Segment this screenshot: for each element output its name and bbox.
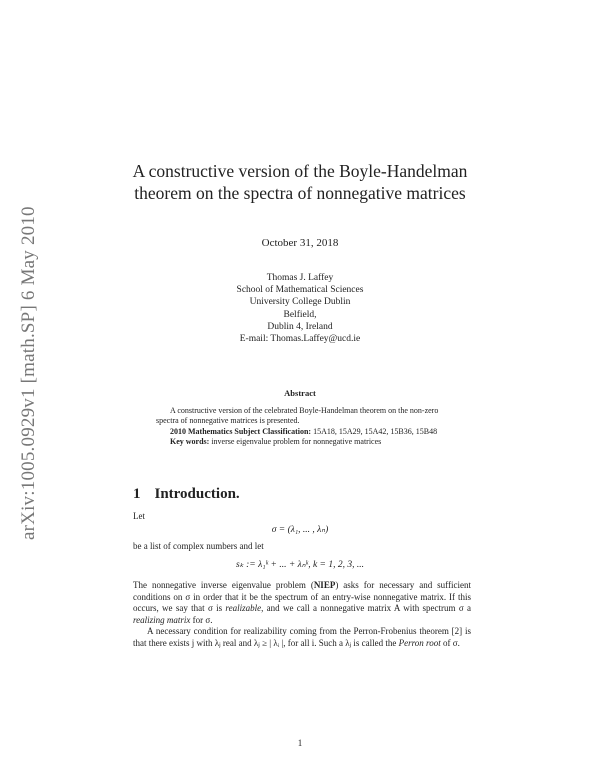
body-paragraph-2 — [133, 626, 471, 649]
keywords-label: Key words: — [170, 437, 210, 447]
keywords-line — [156, 437, 446, 447]
arxiv-identifier: arXiv:1005.0929v1 [math.SP] 6 May 2010 — [18, 206, 39, 540]
p1-text-d: for σ. — [190, 614, 213, 625]
author-block — [0, 272, 600, 345]
keywords-value: inverse eigenvalue problem for nonnegative matrices — [211, 437, 382, 447]
p1-text-b: ) asks for necessary and sufficient conditions on σ in order that it be the spectrum of an entry-wise nonnegative matrix. If this occurs, we say that σ is — [133, 580, 471, 613]
paper-date: October 31, 2018 — [261, 237, 339, 249]
author-department: School of Mathematical Sciences — [236, 285, 364, 296]
p2-text-b: of σ. — [440, 637, 460, 648]
section-title: Introduction. — [154, 486, 240, 502]
section-heading — [133, 486, 240, 503]
author-email: E-mail: Thomas.Laffey@ucd.ie — [239, 334, 361, 345]
paper-title — [0, 160, 600, 204]
equation-sigma: σ = (λ₁, ... , λₙ) — [271, 525, 329, 535]
equation-power-sums: sₖ := λ₁ᵏ + ... + λₙᵏ, k = 1, 2, 3, ... — [236, 560, 364, 570]
abstract-body — [156, 406, 446, 448]
author-street: Belfield, — [283, 309, 317, 320]
abstract-text: A constructive version of the celebrated Boyle-Handelman theorem on the non-zero spectra of nonnegative matrices is presented. — [156, 406, 439, 426]
msc-line — [156, 427, 446, 437]
term-realizing-matrix: realizing matrix — [133, 614, 191, 625]
section-number: 1 — [133, 486, 141, 502]
author-university: University College Dublin — [249, 297, 351, 308]
p2-text-a: A necessary condition for realizability coming from the Perron-Frobenius theorem [2] is that there exists j with λⱼ real and λⱼ ≥ | λᵢ |, for all i. Such a λⱼ is called the — [133, 626, 471, 648]
author-city: Dublin 4, Ireland — [267, 321, 333, 332]
msc-value: 15A18, 15A29, 15A42, 15B36, 15B48 — [313, 426, 438, 436]
page-number: 1 — [297, 738, 303, 748]
body-paragraph-1 — [133, 580, 471, 649]
title-line-2: theorem on the spectra of nonnegative matrices — [134, 183, 466, 203]
abstract-heading: Abstract — [284, 388, 316, 398]
term-perron-root: Perron root — [398, 637, 441, 648]
p1-text-a: The nonnegative inverse eigenvalue problem ( — [133, 580, 314, 590]
author-name: Thomas J. Laffey — [266, 273, 334, 283]
title-line-1: A constructive version of the Boyle-Handelman — [132, 161, 468, 181]
body-let: Let — [133, 511, 145, 521]
body-list-sentence: be a list of complex numbers and let — [133, 541, 264, 551]
msc-label: 2010 Mathematics Subject Classification: — [170, 426, 312, 436]
term-realizable: realizable — [225, 603, 262, 613]
niep-abbrev: NIEP — [313, 580, 336, 590]
p1-text-c: , and we call a nonnegative matrix A with spectrum σ a — [261, 603, 471, 613]
